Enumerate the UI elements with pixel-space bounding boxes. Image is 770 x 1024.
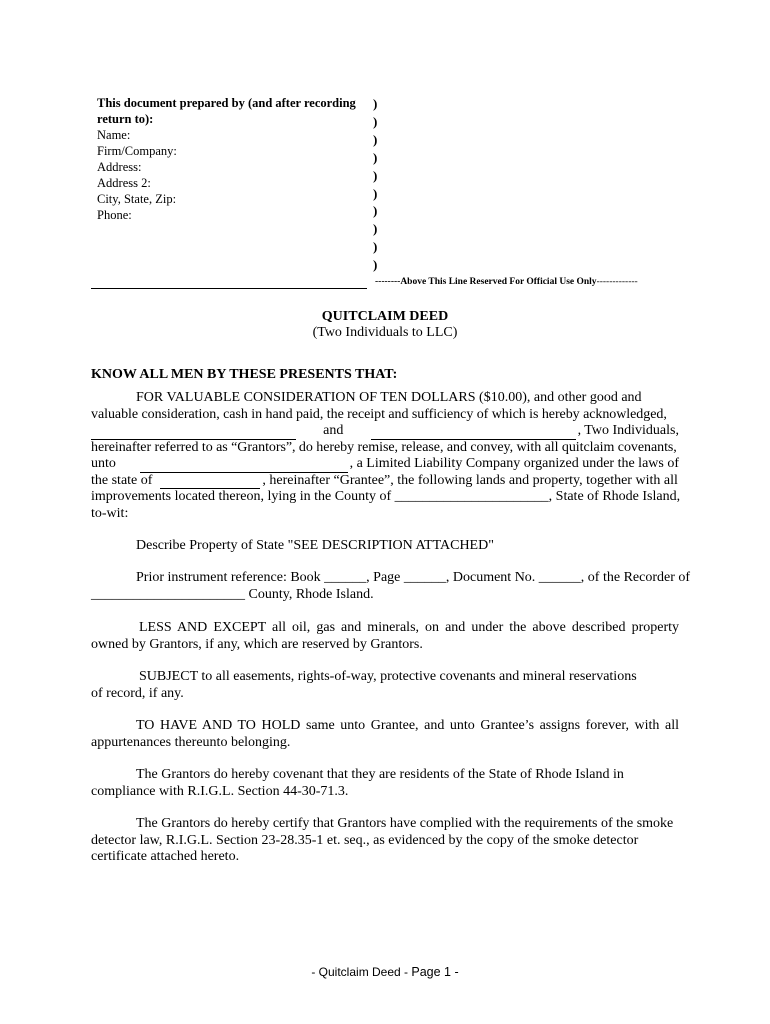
p1-line5 (91, 456, 679, 473)
recording-divider (91, 288, 367, 289)
residency-paragraph: The Grantors do hereby covenant that they are residents of the State of Rhode Island in compliance with R.I.G.L. Section 44-30-71.3. (91, 767, 624, 799)
paren: ) (373, 221, 378, 237)
page-number: Page 1 - (411, 965, 459, 979)
paren: ) (373, 185, 378, 201)
prepared-by-line1: This document prepared by (and after recording (97, 96, 356, 110)
field-address: Address: (97, 160, 142, 174)
field-firm: Firm/Company: (97, 144, 177, 158)
p1-line3-right (369, 423, 679, 440)
llc-text: , a Limited Liability Company organized under the laws of (349, 456, 679, 471)
footer-label: - Quitclaim Deed - (311, 965, 412, 979)
describe-property: Describe Property of State "SEE DESCRIPTION ATTACHED" (136, 538, 494, 553)
p1-line1-text: FOR VALUABLE CONSIDERATION OF TEN DOLLARS ($10.00), and other good and (136, 390, 642, 405)
bracket-column (373, 95, 377, 274)
prior-line2: ______________________ County, Rhode Island. (91, 586, 374, 602)
p1-line7-text: improvements located thereon, lying in the County of ______________________, State of Rhode Island, (91, 489, 681, 504)
paren: ) (373, 257, 378, 273)
paren: ) (373, 239, 378, 255)
p1-line5-right (138, 456, 679, 473)
paren: ) (373, 96, 378, 111)
field-address2: Address 2: (97, 176, 151, 190)
grantor2-blank[interactable] (371, 427, 576, 440)
and-text: and (323, 423, 344, 438)
p1-line4-text: hereinafter referred to as “Grantors”, do hereby remise, release, and convey, with all quitclaim covenants, (91, 439, 677, 455)
page-footer (0, 965, 770, 979)
p1-line2-text: valuable consideration, cash in hand paid, the receipt and sufficiency of which is hereby acknowledged, (91, 406, 667, 422)
consideration-paragraph (91, 390, 679, 522)
two-individuals-text: , Two Individuals, (577, 423, 679, 438)
prepared-by-line2: return to): (97, 112, 154, 126)
unto-text: unto (91, 456, 116, 471)
prepared-by-block (97, 95, 367, 223)
smoke-detector-paragraph: The Grantors do hereby certify that Grantors have complied with the requirements of the smoke detector law, R.I.G.L. Section 23-28.35-1 et. seq., as evidenced by the copy of the smoke detector certificate attached hereto. (91, 816, 674, 864)
p1-line8 (91, 506, 679, 523)
reserved-dashes-right: ------------- (596, 277, 638, 287)
grantee-blank[interactable] (140, 460, 348, 473)
field-city-state-zip: City, State, Zip: (97, 192, 177, 206)
grantor1-blank[interactable] (91, 427, 296, 440)
paren: ) (373, 149, 378, 165)
prior-line1: Prior instrument reference: Book ______, Page ______, Document No. ______, of the Recorder of (136, 570, 691, 585)
p1-line8-text: to-wit: (91, 505, 129, 521)
field-phone: Phone: (97, 208, 132, 222)
subject-paragraph: SUBJECT to all easements, rights-of-way, protective covenants and mineral reservations of record, if any. (91, 669, 637, 701)
state-of-text: the state of (91, 472, 153, 488)
p1-line4 (91, 440, 679, 457)
field-name: Name: (97, 128, 131, 142)
to-have-paragraph: TO HAVE AND TO HOLD same unto Grantee, and unto Grantee’s assigns forever, with all appurtenances thereunto belonging. (91, 718, 679, 750)
p1-line1 (91, 390, 679, 407)
p1-line7 (91, 489, 679, 506)
p1-line3 (91, 423, 679, 440)
know-all-heading: KNOW ALL MEN BY THESE PRESENTS THAT: (91, 367, 398, 382)
reserved-dashes-left: -------- (375, 277, 401, 287)
state-blank[interactable] (160, 476, 260, 489)
paren: ) (373, 113, 378, 129)
p1-line6 (91, 473, 679, 490)
reserved-text: Above This Line Reserved For Official Use Only (400, 277, 597, 287)
p1-line6-end: , hereinafter “Grantee”, the following lands and property, together with all (262, 472, 678, 488)
less-except-paragraph: LESS AND EXCEPT all oil, gas and minerals, on and under the above described property owned by Grantors, if any, which are reserved by Grantors. (91, 620, 679, 652)
prior-instrument-paragraph (91, 570, 691, 603)
reserved-line-note (375, 277, 638, 287)
paren: ) (373, 131, 378, 147)
paren: ) (373, 167, 378, 183)
paren: ) (373, 203, 378, 219)
p1-line2 (91, 407, 679, 424)
document-title: QUITCLAIM DEED (321, 309, 449, 324)
document-subtitle: (Two Individuals to LLC) (312, 325, 458, 340)
